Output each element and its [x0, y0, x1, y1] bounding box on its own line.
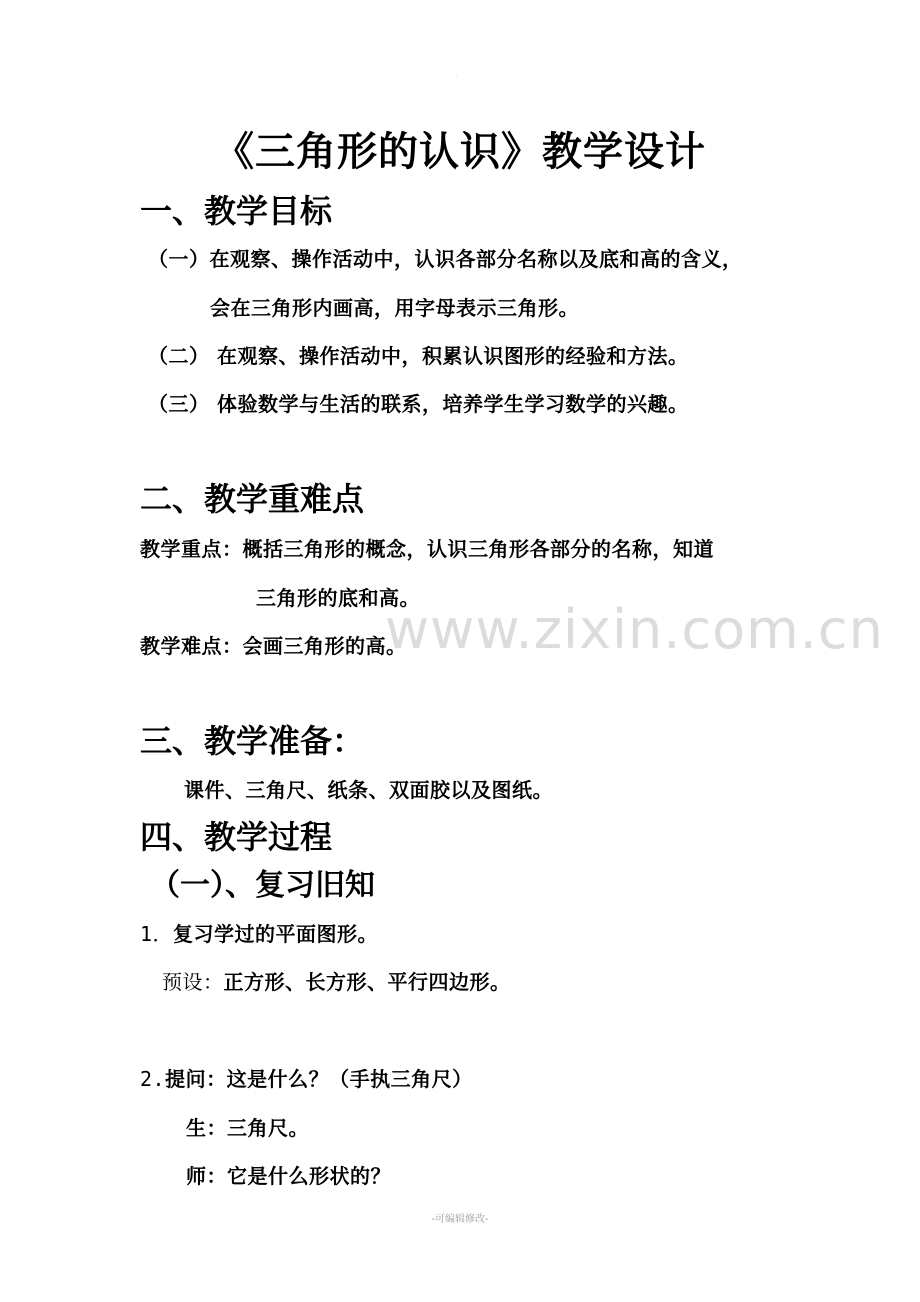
preparation-text: 课件、三角尺、纸条、双面胶以及图纸。	[184, 778, 553, 802]
preset-line	[162, 966, 511, 995]
header-mark: ·	[455, 72, 458, 81]
key-point-text: 概括三角形的概念，认识三角形各部分的名称，知道	[242, 537, 714, 561]
teacher-question: 师：它是什么形状的？	[186, 1164, 391, 1188]
difficult-point-line	[140, 630, 407, 659]
goal-item-3: （三） 体验数学与生活的联系，培养学生学习数学的兴趣。	[148, 392, 689, 416]
process-item-2-number: 2.	[140, 1067, 166, 1091]
process-item-1-text: 复习学过的平面图形。	[173, 922, 379, 946]
watermark: www.zixin.com.cn	[385, 598, 884, 661]
section-process-heading: 四、教学过程	[140, 818, 333, 856]
process-item-2	[140, 1063, 473, 1092]
preset-text: 正方形、长方形、平行四边形。	[223, 970, 511, 994]
process-subheading: （一）、复习旧知	[150, 868, 375, 903]
page-footer: -可编辑修改-	[431, 1214, 489, 1225]
process-item-1	[140, 918, 378, 947]
section-preparation-heading: 三、教学准备：	[140, 722, 365, 760]
student-answer: 生：三角尺。	[186, 1116, 309, 1140]
section-goals-heading: 一、教学目标	[140, 192, 333, 230]
goal-item-1: （一）在观察、操作活动中，认识各部分名称以及底和高的含义，	[148, 247, 743, 271]
document-title: 《三角形的认识》教学设计	[214, 129, 706, 175]
process-item-1-number: 1．	[140, 922, 174, 946]
key-point-text-cont: 三角形的底和高。	[256, 586, 420, 610]
key-point-label: 教学重点：	[140, 537, 243, 561]
goal-item-1-cont: 会在三角形内画高，用字母表示三角形。	[210, 296, 579, 320]
difficult-point-label: 教学难点：	[140, 634, 243, 658]
difficult-point-text: 会画三角形的高。	[242, 634, 407, 658]
goal-item-2: （二） 在观察、操作活动中，积累认识图形的经验和方法。	[148, 344, 689, 368]
key-point-line	[140, 533, 714, 562]
process-item-2-text: 提问：这是什么？（手执三角尺）	[165, 1067, 473, 1091]
preset-label: 预设：	[162, 970, 224, 994]
section-keypoints-heading: 二、教学重难点	[140, 480, 365, 518]
